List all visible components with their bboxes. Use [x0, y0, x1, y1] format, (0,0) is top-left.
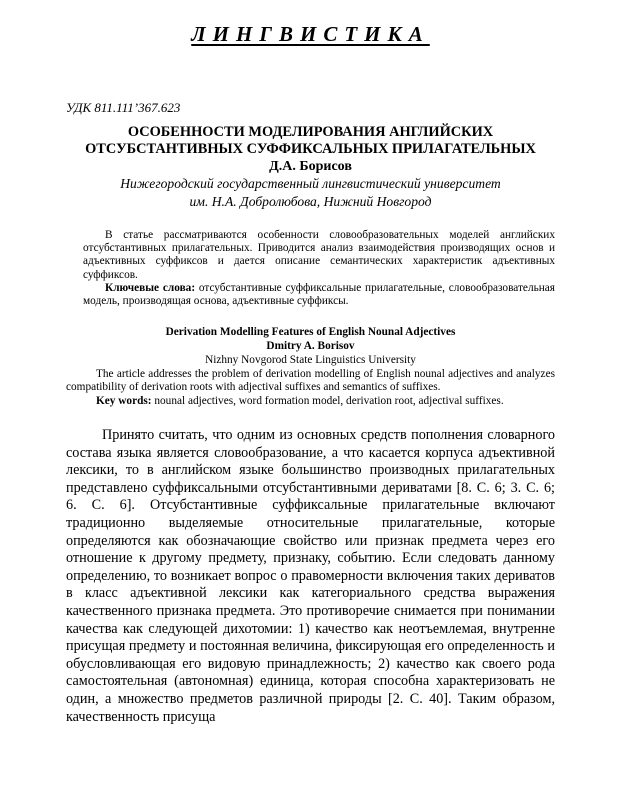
ru-keywords	[83, 282, 555, 308]
body-paragraph: Принято считать, что одним из основных средств пополнения словарного состава языка является словообразование, а что касается корпуса адъективной лексики, то в английском языке большинство производных прилагательных представлено суффиксальными отсубстантивными дериватами [8. С. 6; 3. С. 6; 6. С. 6]. Отсубстантивные суффиксальные прилагательные включают традиционно выделяемые относительные прилагательные, которые определяются как обозначающие свойство или признак предмета через его отношение к другому предмету, признаку, событию. Если следовать данному определению, то возникает вопрос о правомерности включения таких дериватов в класс адъективной лексики как категориального средства выражения качественного признака предмета. Это противоречие снимается при понимании качества как следующей дихотомии: 1) качество как неотъемлемая, внутренне присущая предмету и постоянная величина, фиксирующая его определенность и обусловливающая его видовую принадлежность; 2) качество как своего рода самостоятельная (автономная) единица, которая способна характеризовать не один, а множество предметов различной природы [2. С. 40]. Таким образом, качественность присуща	[66, 427, 555, 725]
ru-title-line-2: ОТСУБСТАНТИВНЫХ СУФФИКСАЛЬНЫХ ПРИЛАГАТЕЛЬНЫХ	[85, 141, 536, 157]
ru-abstract: В статье рассматриваются особенности словообразовательных моделей английских отсубстантивных прилагательных. Приводится анализ взаимодействия производящих основ и адъективных суффиксов и дается описание семантических характеристик адъективных суффиксов.	[83, 229, 555, 281]
ru-affiliation	[66, 175, 555, 211]
ru-affiliation-line-1: Нижегородский государственный лингвистический университет	[120, 176, 501, 191]
en-keywords	[66, 395, 555, 409]
en-keywords-text: nounal adjectives, word formation model, derivation root, adjectival suffixes.	[151, 395, 504, 408]
ru-article-title	[66, 124, 555, 158]
en-abstract-block	[66, 326, 555, 409]
ru-keywords-label: Ключевые слова:	[105, 281, 196, 294]
ru-title-line-1: ОСОБЕННОСТИ МОДЕЛИРОВАНИЯ АНГЛИЙСКИХ	[127, 124, 494, 140]
ru-affiliation-line-2: им. Н.А. Добролюбова, Нижний Новгород	[189, 194, 432, 209]
ru-abstract-block	[66, 229, 555, 308]
en-author: Dmitry A. Borisov	[266, 340, 355, 353]
ru-keywords-text: отсубстантивные суффиксальные прилагательные, словообразовательная модель, производящая основа, адъективные суффиксы.	[83, 281, 555, 308]
en-affiliation: Nizhny Novgorod State Linguistics University	[205, 353, 416, 366]
ru-author: Д.А. Борисов	[269, 159, 352, 174]
section-title-text: ЛИНГВИСТИКА	[191, 22, 430, 46]
en-abstract: The article addresses the problem of derivation modelling of English nounal adjectives and analyzes compatibility of derivation roots with adjectival suffixes and semantics of suffixes.	[66, 367, 555, 394]
en-article-title: Derivation Modelling Features of English Nounal Adjectives	[165, 326, 456, 339]
section-title	[66, 20, 555, 48]
udk-code: УДК 811.111’367.623	[66, 100, 181, 115]
en-keywords-label: Key words:	[96, 395, 152, 408]
article-body	[66, 427, 555, 726]
